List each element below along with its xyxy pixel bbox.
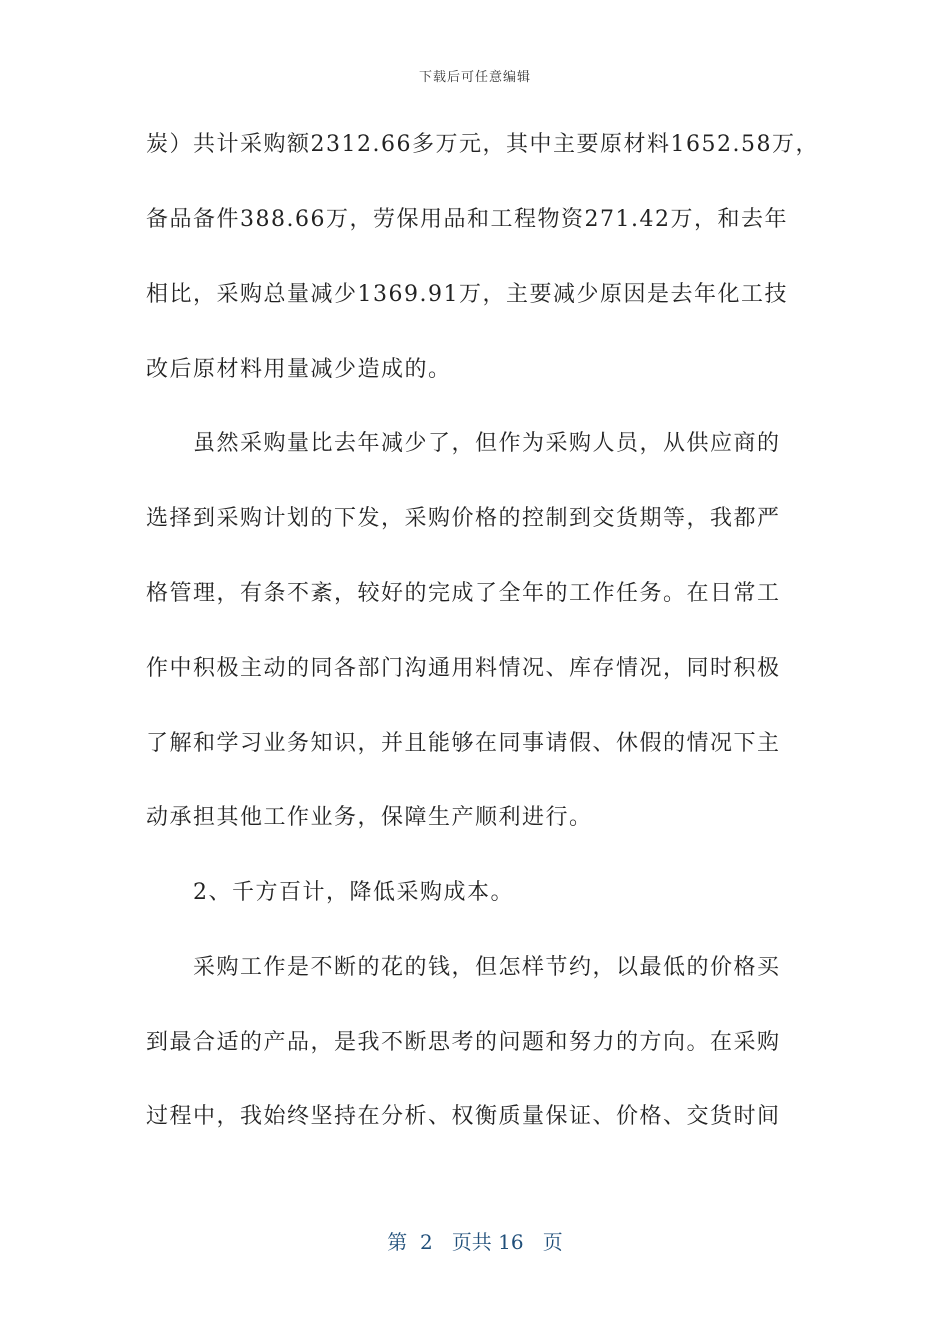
body-line: 到最合适的产品，是我不断思考的问题和努力的方向。在采购 [146, 1030, 781, 1055]
footer-page-number: 2 [420, 1230, 433, 1254]
body-line: 采购工作是不断的花的钱，但怎样节约，以最低的价格买 [146, 955, 781, 980]
body-line: 虽然采购量比去年减少了，但作为采购人员，从供应商的 [146, 431, 781, 456]
body-line: 2、千方百计，降低采购成本。 [146, 880, 514, 905]
body-line: 作中积极主动的同各部门沟通用料情况、库存情况，同时积极 [146, 656, 781, 681]
page-header: 下载后可任意编辑 [418, 70, 531, 85]
footer-suffix: 页 [542, 1230, 563, 1254]
body-line: 过程中，我始终坚持在分析、权衡质量保证、价格、交货时间 [146, 1104, 781, 1129]
body-line: 改后原材料用量减少造成的。 [146, 357, 452, 382]
body-line: 相比，采购总量减少1369.91万，主要减少原因是去年化工技 [146, 282, 788, 307]
footer-middle: 页共 [451, 1230, 492, 1254]
body-line: 备品备件388.66万，劳保用品和工程物资271.42万，和去年 [146, 207, 788, 232]
body-line: 格管理，有条不紊，较好的完成了全年的工作任务。在日常工 [146, 581, 781, 606]
body-line: 动承担其他工作业务，保障生产顺利进行。 [146, 805, 593, 830]
body-line: 了解和学习业务知识，并且能够在同事请假、休假的情况下主 [146, 731, 781, 756]
body-line: 选择到采购计划的下发，采购价格的控制到交货期等，我都严 [146, 506, 781, 531]
footer-total-pages: 16 [498, 1230, 524, 1254]
body-line: 炭）共计采购额2312.66多万元，其中主要原材料1652.58万， [146, 132, 819, 157]
footer-prefix: 第 [387, 1230, 408, 1254]
page-footer [0, 1226, 950, 1255]
